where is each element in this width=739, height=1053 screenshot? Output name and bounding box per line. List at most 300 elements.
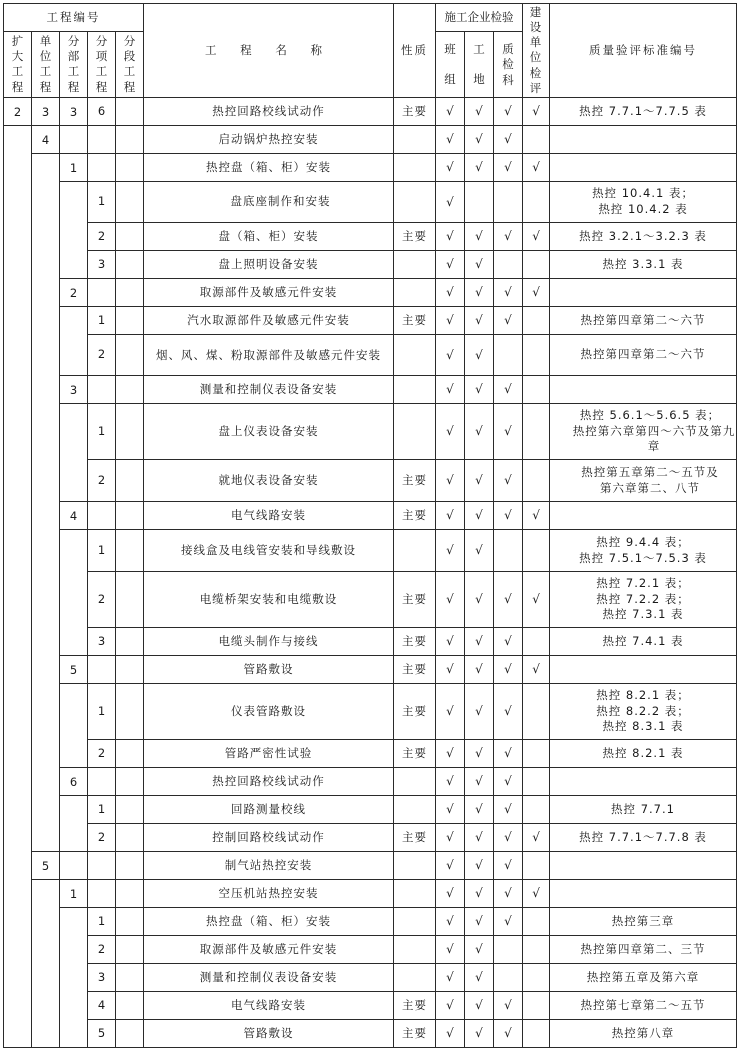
sec-no [116,307,144,335]
table-row [4,279,737,307]
team-check: √ [436,98,465,126]
site-check: √ [465,307,494,335]
standard-line: 热控 7.2.1 表； [596,576,690,591]
standard-line: 热控第四章第二～六节 [580,347,706,362]
site-check: √ [465,98,494,126]
qc-check: √ [494,992,523,1020]
qc-check: √ [494,852,523,880]
div-no: 1 [69,887,78,901]
item-no [88,502,116,530]
qc-check: √ [494,628,523,656]
div-no: 3 [69,105,78,119]
qc-check: √ [494,98,523,126]
header-standard: 质量验评标准编号 [550,4,737,98]
table-row [4,251,737,279]
item-no: 1 [88,404,116,460]
table-row [4,656,737,684]
team-check: √ [436,824,465,852]
div-no-cell [60,768,88,796]
sec-no [116,656,144,684]
team-check: √ [436,936,465,964]
qc-check [494,530,523,572]
standard-line: 热控 8.2.1 表 [602,745,684,760]
table-row [4,684,737,740]
table-row [4,964,737,992]
site-check: √ [465,936,494,964]
team-check: √ [436,251,465,279]
unit-no-cell [32,880,60,1048]
nature [394,154,436,182]
nature [394,182,436,223]
nature: 主要 [394,628,436,656]
owner-check: √ [523,98,550,126]
qc-check: √ [494,824,523,852]
qc-check [494,936,523,964]
nature: 主要 [394,740,436,768]
qc-check: √ [494,768,523,796]
header-qc: 质 检 科 [494,32,523,98]
item-no: 3 [88,964,116,992]
standard-no [550,376,737,404]
div-no-cell [60,307,88,376]
project-name: 仪表管路敷设 [144,684,394,740]
item-no: 6 [88,98,116,126]
header-team: 班 组 [436,32,465,98]
standard-line: 热控 8.2.1 表； [596,688,690,703]
header-name: 工 程 名 称 [144,4,394,98]
table-row [4,182,737,223]
item-no: 1 [88,182,116,223]
nature: 主要 [394,98,436,126]
owner-check: √ [523,656,550,684]
standard-no [550,628,737,656]
team-check: √ [436,1020,465,1048]
standard-line: 热控 7.4.1 表 [602,633,684,648]
nature [394,908,436,936]
div-no-cell [60,908,88,1048]
table-row [4,376,737,404]
qc-check: √ [494,502,523,530]
standard-line: 热控 7.2.2 表； [596,591,690,606]
standard-no [550,964,737,992]
sec-no [116,502,144,530]
sec-no [116,126,144,154]
item-no [88,154,116,182]
standard-no [550,126,737,154]
team-check: √ [436,376,465,404]
standard-no [550,656,737,684]
qc-check: √ [494,307,523,335]
standard-line: 热控 7.3.1 表 [602,607,684,622]
div-no-cell [60,182,88,279]
standard-line: 热控第五章及第六章 [586,969,700,984]
nature [394,880,436,908]
standard-no [550,530,737,572]
qc-check: √ [494,460,523,502]
owner-check [523,796,550,824]
team-check: √ [436,502,465,530]
nature: 主要 [394,656,436,684]
site-check: √ [465,572,494,628]
site-check: √ [465,964,494,992]
standard-no [550,335,737,376]
owner-check: √ [523,502,550,530]
site-check: √ [465,740,494,768]
sec-no [116,376,144,404]
owner-check: √ [523,223,550,251]
sec-no [116,628,144,656]
item-no [88,656,116,684]
standard-line: 热控 8.3.1 表 [602,719,684,734]
project-name: 就地仪表设备安装 [144,460,394,502]
nature: 主要 [394,307,436,335]
nature: 主要 [394,992,436,1020]
table-row [4,880,737,908]
site-check: √ [465,223,494,251]
owner-check: √ [523,880,550,908]
item-no: 3 [88,251,116,279]
ext-no-cell [4,126,32,1048]
team-check: √ [436,182,465,223]
standard-no [550,1020,737,1048]
standard-no [550,824,737,852]
header-col-sec: 分段工程 [116,32,144,98]
table-row [4,98,737,126]
owner-check [523,182,550,223]
item-no [88,852,116,880]
unit-no-cell [32,154,60,852]
sec-no [116,796,144,824]
standard-line: 热控 3.2.1～3.2.3 表 [579,228,707,243]
owner-check [523,530,550,572]
sec-no [116,992,144,1020]
team-check: √ [436,796,465,824]
project-name: 烟、风、煤、粉取源部件及敏感元件安装 [144,335,394,376]
standard-line: 热控 7.5.1～7.5.3 表 [579,550,707,565]
team-check: √ [436,460,465,502]
project-name: 电气线路安装 [144,992,394,1020]
site-check: √ [465,530,494,572]
site-check: √ [465,992,494,1020]
unit-no: 5 [41,859,50,873]
nature: 主要 [394,223,436,251]
standard-no [550,182,737,223]
div-no-cell [60,684,88,768]
owner-check: √ [523,154,550,182]
owner-check [523,908,550,936]
site-check: √ [465,824,494,852]
project-name: 汽水取源部件及敏感元件安装 [144,307,394,335]
table-row [4,796,737,824]
site-check: √ [465,376,494,404]
sec-no [116,824,144,852]
standard-no [550,572,737,628]
site-check: √ [465,768,494,796]
nature [394,251,436,279]
div-no: 4 [69,509,78,523]
standard-line: 热控 9.4.4 表； [596,534,690,549]
owner-check [523,335,550,376]
site-check: √ [465,908,494,936]
nature [394,852,436,880]
table-row [4,852,737,880]
sec-no [116,740,144,768]
table-row [4,936,737,964]
project-name: 控制回路校线试动作 [144,824,394,852]
standard-no [550,684,737,740]
site-check: √ [465,656,494,684]
standard-no [550,223,737,251]
owner-check: √ [523,572,550,628]
qc-check: √ [494,740,523,768]
team-check: √ [436,768,465,796]
div-no: 1 [69,161,78,175]
standard-no [550,908,737,936]
site-check: √ [465,796,494,824]
standard-line: 热控第七章第二～五节 [580,997,706,1012]
div-no-cell [60,98,88,126]
item-no: 1 [88,307,116,335]
qc-check: √ [494,154,523,182]
team-check: √ [436,530,465,572]
sec-no [116,964,144,992]
project-name: 电气线路安装 [144,502,394,530]
standard-no [550,768,737,796]
sec-no [116,98,144,126]
header-col-item: 分项工程 [88,32,116,98]
standard-line: 热控 10.4.2 表 [598,202,688,216]
nature [394,936,436,964]
qc-check [494,964,523,992]
nature [394,530,436,572]
owner-check [523,126,550,154]
item-no: 2 [88,824,116,852]
owner-check [523,936,550,964]
item-no [88,376,116,404]
team-check: √ [436,628,465,656]
standard-line: 热控 7.7.1～7.7.8 表 [579,829,707,844]
item-no: 2 [88,223,116,251]
standard-line: 热控 8.2.2 表； [596,703,690,718]
nature: 主要 [394,684,436,740]
project-name: 盘上仪表设备安装 [144,404,394,460]
unit-no: 3 [41,105,50,119]
nature [394,404,436,460]
div-no: 6 [69,775,78,789]
table-row [4,126,737,154]
owner-check [523,852,550,880]
qc-check: √ [494,126,523,154]
sec-no [116,936,144,964]
project-name: 热控盘（箱、柜）安装 [144,154,394,182]
standard-line: 热控 7.7.1 [611,801,675,816]
qc-check: √ [494,572,523,628]
standard-line: 第六章第二、八节 [600,480,701,495]
team-check: √ [436,572,465,628]
item-no: 1 [88,796,116,824]
item-no: 2 [88,740,116,768]
qc-check: √ [494,880,523,908]
item-no [88,279,116,307]
site-check: √ [465,852,494,880]
site-check: √ [465,404,494,460]
standard-line: 热控第六章第四～六节及第九章 [572,423,736,454]
item-no: 1 [88,908,116,936]
project-name: 盘上照明设备安装 [144,251,394,279]
div-no-cell [60,796,88,852]
qc-check [494,182,523,223]
project-name: 管路严密性试验 [144,740,394,768]
div-no-cell [60,279,88,307]
header-nature: 性质 [394,4,436,98]
nature: 主要 [394,460,436,502]
sec-no [116,572,144,628]
sec-no [116,768,144,796]
qc-check: √ [494,1020,523,1048]
project-name: 回路测量校线 [144,796,394,824]
table-row [4,502,737,530]
quality-acceptance-table [3,3,737,1048]
div-no-cell [60,530,88,656]
item-no [88,880,116,908]
team-check: √ [436,335,465,376]
unit-no: 4 [41,133,50,147]
sec-no [116,1020,144,1048]
owner-check [523,684,550,740]
team-check: √ [436,880,465,908]
site-check: √ [465,154,494,182]
nature: 主要 [394,502,436,530]
div-no: 3 [69,383,78,397]
table-row [4,1020,737,1048]
team-check: √ [436,279,465,307]
project-name: 热控回路校线试动作 [144,98,394,126]
owner-check [523,740,550,768]
qc-check: √ [494,279,523,307]
ext-no-cell [4,98,32,126]
qc-check [494,335,523,376]
qc-check: √ [494,908,523,936]
owner-check [523,768,550,796]
nature [394,335,436,376]
standard-no [550,936,737,964]
team-check: √ [436,656,465,684]
nature [394,768,436,796]
nature [394,964,436,992]
standard-no [550,251,737,279]
nature [394,376,436,404]
standard-line: 热控第三章 [611,913,675,928]
standard-line: 热控 7.7.1～7.7.5 表 [579,103,707,118]
site-check: √ [465,684,494,740]
owner-check: √ [523,824,550,852]
sec-no [116,335,144,376]
div-no-cell [60,126,88,154]
owner-check [523,404,550,460]
unit-no-cell [32,98,60,126]
item-no: 2 [88,460,116,502]
item-no: 4 [88,992,116,1020]
standard-line: 热控 3.3.1 表 [602,256,684,271]
qc-check: √ [494,796,523,824]
project-name: 热控回路校线试动作 [144,768,394,796]
header-owner: 建设单位检评 [523,4,550,98]
table-row [4,223,737,251]
site-check [465,182,494,223]
table-row [4,572,737,628]
qc-check: √ [494,223,523,251]
header-col-div: 分部工程 [60,32,88,98]
table-row [4,908,737,936]
standard-line: 热控 10.4.1 表； [592,186,694,201]
project-name: 取源部件及敏感元件安装 [144,279,394,307]
owner-check [523,628,550,656]
team-check: √ [436,223,465,251]
owner-check [523,1020,550,1048]
table-row [4,992,737,1020]
item-no: 1 [88,530,116,572]
sec-no [116,279,144,307]
project-name: 制气站热控安装 [144,852,394,880]
standard-line: 热控 5.6.1～5.6.5 表； [579,408,721,423]
sec-no [116,460,144,502]
team-check: √ [436,154,465,182]
owner-check [523,964,550,992]
qc-check: √ [494,376,523,404]
project-name: 接线盒及电线管安装和导线敷设 [144,530,394,572]
qc-check: √ [494,404,523,460]
div-no: 2 [69,286,78,300]
qc-check: √ [494,656,523,684]
project-name: 空压机站热控安装 [144,880,394,908]
item-no: 2 [88,936,116,964]
project-name: 管路敷设 [144,656,394,684]
standard-no [550,98,737,126]
project-name: 测量和控制仪表设备安装 [144,964,394,992]
standard-no [550,279,737,307]
nature: 主要 [394,824,436,852]
div-no-cell [60,656,88,684]
sec-no [116,880,144,908]
sec-no [116,154,144,182]
team-check: √ [436,740,465,768]
sec-no [116,852,144,880]
standard-no [550,852,737,880]
team-check: √ [436,992,465,1020]
item-no: 5 [88,1020,116,1048]
standard-no [550,460,737,502]
owner-check [523,992,550,1020]
team-check: √ [436,404,465,460]
table-row [4,335,737,376]
site-check: √ [465,335,494,376]
project-name: 电缆头制作与接线 [144,628,394,656]
owner-check [523,460,550,502]
item-no: 2 [88,572,116,628]
header-col-ext: 扩大工程 [4,32,32,98]
project-name: 测量和控制仪表设备安装 [144,376,394,404]
nature: 主要 [394,572,436,628]
project-name: 启动锅炉热控安装 [144,126,394,154]
header-contractor-check: 施工企业检验 [436,4,523,32]
table-row [4,628,737,656]
project-name: 取源部件及敏感元件安装 [144,936,394,964]
team-check: √ [436,908,465,936]
site-check: √ [465,251,494,279]
item-no [88,126,116,154]
div-no-cell [60,502,88,530]
qc-check [494,251,523,279]
